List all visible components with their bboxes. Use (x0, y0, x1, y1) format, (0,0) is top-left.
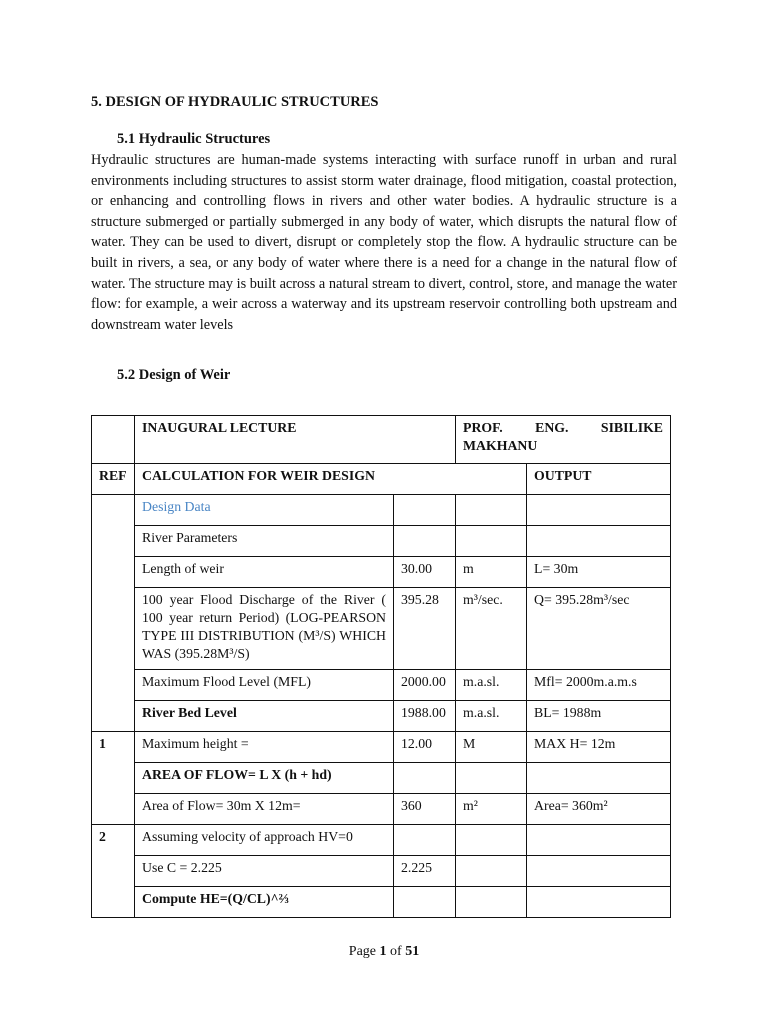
current-page-number: 1 (379, 944, 387, 959)
table-row (92, 588, 671, 670)
value-cell (394, 495, 456, 526)
unit-cell: m³/sec. (456, 588, 527, 670)
description-cell: Compute HE=(Q/CL)^⅔ (135, 887, 394, 918)
section-body-paragraph: Hydraulic structures are human-made systems interacting with surface runoff in urban and rural environments including structures to assist storm water drainage, flood mitigation, coastal protection, or enhancing and controlling flows in rivers and other water bodies. A hydraulic structure is a structure submerged or partially submerged in any body of water, which disrupts the natural flow of water. They can be used to divert, disrupt or completely stop the flow. A hydraulic structure can be built in rivers, a sea, or any body of water where there is a need for a change in the natural flow of water. The structure may is built across a natural stream to divert, control, store, and manage the water flow: for example, a weir across a waterway and its upstream reservoir controlling both upstream and downstream water levels (91, 152, 677, 333)
table-row (92, 670, 671, 701)
page-label: Page (348, 944, 380, 959)
description-cell: Use C = 2.225 (135, 856, 394, 887)
table-row (92, 732, 671, 763)
output-cell (527, 825, 671, 856)
description-cell: River Parameters (135, 526, 394, 557)
output-column-header: OUTPUT (527, 464, 671, 495)
author-title: ENG. (535, 420, 569, 435)
output-cell (527, 887, 671, 918)
unit-cell (456, 763, 527, 794)
description-cell: Area of Flow= 30m X 12m= (135, 794, 394, 825)
calc-column-header: CALCULATION FOR WEIR DESIGN (135, 464, 527, 495)
total-page-count: 51 (405, 944, 420, 959)
unit-cell: m.a.sl. (456, 701, 527, 732)
output-cell (527, 495, 671, 526)
value-cell: 1988.00 (394, 701, 456, 732)
ref-cell: 1 (92, 732, 135, 825)
value-cell: 30.00 (394, 557, 456, 588)
output-cell: Area= 360m² (527, 794, 671, 825)
value-cell: 360 (394, 794, 456, 825)
ref-cell (92, 495, 135, 732)
page-of-label: of (386, 944, 406, 959)
table-row (92, 557, 671, 588)
author-prefix: PROF. (463, 420, 503, 435)
description-cell: Maximum Flood Level (MFL) (135, 670, 394, 701)
unit-cell (456, 825, 527, 856)
value-cell (394, 825, 456, 856)
author-cell (456, 416, 671, 464)
unit-cell (456, 495, 527, 526)
table-row (92, 763, 671, 794)
value-cell (394, 526, 456, 557)
table-row (92, 856, 671, 887)
output-cell: BL= 1988m (527, 701, 671, 732)
output-cell: Mfl= 2000m.a.m.s (527, 670, 671, 701)
author-first-name: SIBILIKE (600, 420, 664, 435)
description-cell: River Bed Level (135, 701, 394, 732)
value-cell (394, 763, 456, 794)
output-cell: MAX H= 12m (527, 732, 671, 763)
table-row (92, 887, 671, 918)
description-cell: Assuming velocity of approach HV=0 (135, 825, 394, 856)
table-row (92, 526, 671, 557)
description-cell: AREA OF FLOW= L X (h + hd) (135, 763, 394, 794)
table-row (92, 825, 671, 856)
unit-cell: m² (456, 794, 527, 825)
description-cell: 100 year Flood Discharge of the River ( 100 year return Period) (LOG-PEARSON TYPE III DISTRIBUTION (M³/S) WHICH WAS (395.28M³/S) (135, 588, 394, 670)
lecture-title-cell: INAUGURAL LECTURE (135, 416, 456, 464)
value-cell: 2.225 (394, 856, 456, 887)
description-cell: Length of weir (135, 557, 394, 588)
unit-cell: m (456, 557, 527, 588)
unit-cell: M (456, 732, 527, 763)
section-heading-hydraulic-structures: 5.1 Hydraulic Structures (117, 131, 271, 147)
chapter-heading: 5. DESIGN OF HYDRAULIC STRUCTURES (91, 94, 379, 110)
weir-design-table (91, 415, 671, 918)
section-heading-design-of-weir: 5.2 Design of Weir (117, 367, 231, 383)
ref-column-header: REF (92, 464, 135, 495)
value-cell: 12.00 (394, 732, 456, 763)
table-row (92, 701, 671, 732)
description-cell: Maximum height = (135, 732, 394, 763)
table-header-row (92, 464, 671, 495)
design-data-label: Design Data (135, 495, 394, 526)
unit-cell (456, 887, 527, 918)
unit-cell (456, 526, 527, 557)
value-cell: 395.28 (394, 588, 456, 670)
table-cell (92, 416, 135, 464)
output-cell: L= 30m (527, 557, 671, 588)
page-footer (0, 944, 768, 960)
output-cell (527, 763, 671, 794)
value-cell (394, 887, 456, 918)
author-surname: MAKHANU (463, 438, 538, 453)
table-row (92, 495, 671, 526)
table-title-row (92, 416, 671, 464)
value-cell: 2000.00 (394, 670, 456, 701)
output-cell (527, 526, 671, 557)
author-line (463, 419, 663, 437)
unit-cell (456, 856, 527, 887)
unit-cell: m.a.sl. (456, 670, 527, 701)
table-row (92, 794, 671, 825)
output-cell: Q= 395.28m³/sec (527, 588, 671, 670)
ref-cell: 2 (92, 825, 135, 918)
output-cell (527, 856, 671, 887)
